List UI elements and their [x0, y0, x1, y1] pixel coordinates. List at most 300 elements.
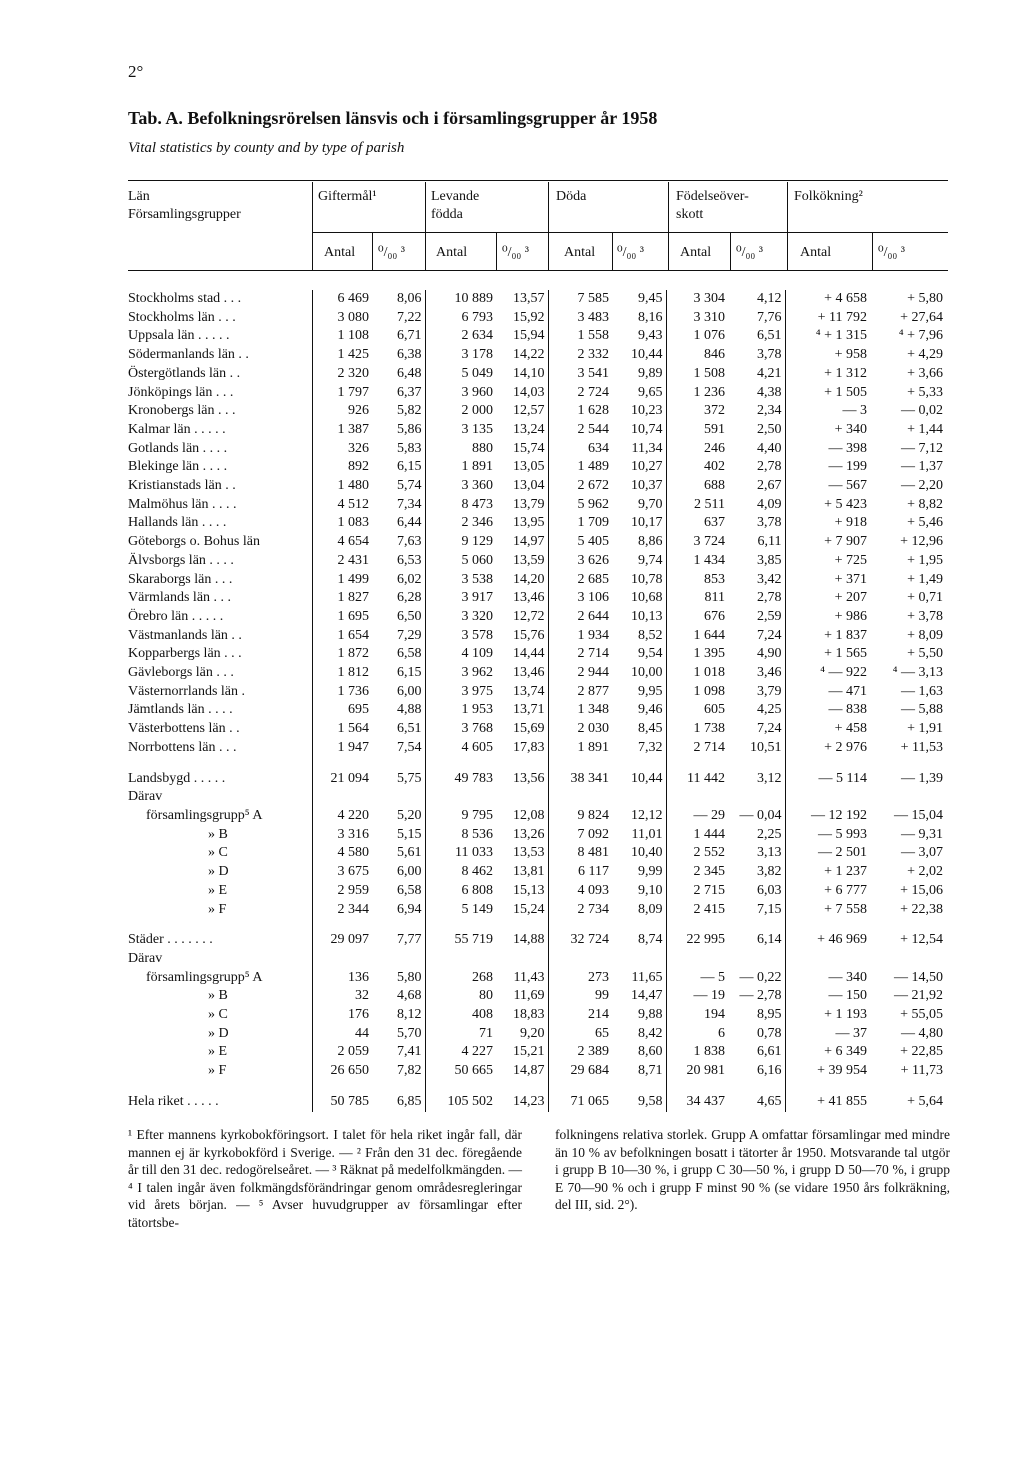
- cell-permille: + 27,64: [900, 309, 943, 325]
- cell-antal: + 918: [785, 514, 870, 533]
- cell-permille: 13,56: [513, 770, 545, 786]
- cell-antal: 4 093: [548, 882, 612, 901]
- cell-antal: 4 220: [312, 807, 372, 826]
- cell-permille: 10,00: [631, 665, 663, 681]
- cell-antal: 3 626: [548, 552, 612, 571]
- cell-permille: 13,46: [513, 665, 545, 681]
- cell-antal: + 1 312: [785, 365, 870, 384]
- cell-antal: 4 605: [425, 739, 496, 758]
- cell-permille: 9,95: [638, 683, 663, 699]
- table-row: [128, 863, 946, 882]
- cell-permille: 14,97: [513, 534, 545, 550]
- cell-permille: + 1,44: [907, 421, 943, 437]
- cell-permille: — 3,07: [901, 845, 943, 861]
- cell-permille: — 0,02: [901, 403, 943, 419]
- cell-permille: ⁴ + 7,96: [898, 328, 943, 344]
- cell-permille: 9,74: [638, 552, 663, 568]
- cell-antal: 3 768: [425, 720, 496, 739]
- cell-permille: 6,58: [397, 882, 422, 898]
- row-label: Därav: [128, 789, 163, 805]
- cell-antal: 853: [666, 571, 728, 590]
- cell-permille: 12,57: [513, 403, 545, 419]
- cell-antal: 32: [312, 987, 372, 1006]
- cell-antal: 3 135: [425, 421, 496, 440]
- row-label: » C: [208, 845, 228, 861]
- cell-antal: 44: [312, 1025, 372, 1044]
- cell-antal: 676: [666, 608, 728, 627]
- cell-permille: 11,69: [513, 988, 545, 1004]
- cell-permille: 6,28: [397, 590, 422, 606]
- row-label: Göteborgs o. Bohus län: [128, 534, 260, 550]
- cell-antal: 1 489: [548, 458, 612, 477]
- cell-permille: 14,88: [513, 932, 545, 948]
- cell-antal: 1 480: [312, 477, 372, 496]
- cell-permille: 7,82: [397, 1063, 422, 1079]
- cell-permille: [870, 788, 946, 807]
- spacer-cell: [496, 919, 548, 931]
- cell-antal: 20 981: [666, 1062, 728, 1081]
- cell-permille: + 22,38: [900, 901, 943, 917]
- table-row: [128, 589, 946, 608]
- cell-antal: 71: [425, 1025, 496, 1044]
- cell-permille: 10,13: [631, 608, 663, 624]
- table-title: Tab. A. Befolkningsrörelsen länsvis och i församlingsgrupper år 1958: [128, 108, 658, 128]
- cell-antal: 8 462: [425, 863, 496, 882]
- table-subtitle: Vital statistics by county and by type of parish: [128, 140, 405, 156]
- col-separator: [668, 182, 669, 270]
- cell-antal: [425, 950, 496, 969]
- cell-antal: + 11 792: [785, 309, 870, 328]
- cell-antal: — 37: [785, 1025, 870, 1044]
- row-label: » B: [208, 988, 228, 1004]
- cell-antal: 3 178: [425, 346, 496, 365]
- cell-permille: 15,94: [513, 328, 545, 344]
- table-row: [128, 969, 946, 988]
- spacer-cell: [785, 1081, 870, 1093]
- cell-permille: 14,44: [513, 646, 545, 662]
- cell-antal: 2 346: [425, 514, 496, 533]
- row-label: Landsbygd . . . . .: [128, 770, 226, 786]
- cell-antal: + 4 658: [785, 290, 870, 309]
- cell-antal: 176: [312, 1006, 372, 1025]
- row-label: » D: [208, 864, 229, 880]
- cell-antal: 1 738: [666, 720, 728, 739]
- cell-antal: 4 109: [425, 645, 496, 664]
- cell-antal: + 725: [785, 552, 870, 571]
- cell-permille: 9,65: [638, 384, 663, 400]
- cell-permille: 2,50: [757, 421, 782, 437]
- cell-permille: 3,12: [757, 770, 782, 786]
- cell-antal: 3 724: [666, 533, 728, 552]
- cell-antal: 22 995: [666, 931, 728, 950]
- row-label: Stockholms län . . .: [128, 309, 236, 325]
- cell-antal: + 986: [785, 608, 870, 627]
- cell-permille: 8,71: [638, 1063, 663, 1079]
- cell-antal: 6 808: [425, 882, 496, 901]
- subheader-permille: ⁰/₀₀ ³: [378, 245, 405, 260]
- cell-permille: 13,71: [513, 702, 545, 718]
- cell-antal: 8 536: [425, 826, 496, 845]
- cell-antal: 1 953: [425, 701, 496, 720]
- cell-permille: 3,42: [757, 571, 782, 587]
- cell-antal: 605: [666, 701, 728, 720]
- cell-permille: 3,82: [757, 864, 782, 880]
- cell-permille: 13,79: [513, 496, 545, 512]
- cell-antal: 3 316: [312, 826, 372, 845]
- cell-permille: + 5,50: [907, 646, 943, 662]
- spacer-cell: [425, 919, 496, 931]
- cell-antal: 1 827: [312, 589, 372, 608]
- cell-permille: — 5,88: [901, 702, 943, 718]
- cell-permille: — 1,39: [901, 770, 943, 786]
- cell-permille: — 0,22: [739, 969, 782, 985]
- cell-antal: 1 838: [666, 1043, 728, 1062]
- cell-antal: — 340: [785, 969, 870, 988]
- cell-antal: 1 434: [666, 552, 728, 571]
- cell-permille: ⁴ — 3,13: [892, 665, 943, 681]
- cell-permille: 2,78: [757, 459, 782, 475]
- table-row: [128, 402, 946, 421]
- cell-permille: — 0,04: [739, 807, 782, 823]
- table-row: [128, 739, 946, 758]
- cell-antal: 1 018: [666, 664, 728, 683]
- cell-permille: 5,70: [397, 1025, 422, 1041]
- cell-permille: 14,87: [513, 1063, 545, 1079]
- cell-antal: 6 117: [548, 863, 612, 882]
- row-label: Skaraborgs län . . .: [128, 571, 233, 587]
- row-label: Kristianstads län . .: [128, 478, 236, 494]
- spacer-cell: [612, 758, 666, 770]
- cell-permille: 2,78: [757, 590, 782, 606]
- table-row: [128, 552, 946, 571]
- cell-antal: 21 094: [312, 770, 372, 789]
- footnotes-left: ¹ Efter mannens kyrkobokföringsort. I talet för hela riket ingår fall, där mannen ej är kyrkobokförd i Sverige. — ² Från den 31 dec. föregående år till den 31 dec. redogörelseåret. — ³ Räknat på medelfolkmängden. — ⁴ I talen ingår även folkmängdsförändringar genom områdesregleringar vid årets början. — ⁵ Avser huvudgrupper av församlingar efter tätortsbe-: [128, 1127, 522, 1230]
- row-label: » D: [208, 1025, 229, 1041]
- cell-antal: 11 442: [666, 770, 728, 789]
- cell-permille: 7,77: [397, 932, 422, 948]
- cell-permille: 9,88: [638, 1007, 663, 1023]
- stub-header-forsamlingsgrupper: Församlingsgrupper: [128, 207, 241, 222]
- row-label: Hela riket . . . . .: [128, 1093, 219, 1109]
- cell-antal: 1 891: [548, 739, 612, 758]
- row-label: Älvsborgs län . . . .: [128, 552, 234, 568]
- cell-permille: 9,99: [638, 864, 663, 880]
- cell-permille: 10,17: [631, 515, 663, 531]
- cell-permille: 7,41: [397, 1044, 422, 1060]
- table-row: [128, 571, 946, 590]
- cell-permille: + 0,71: [907, 590, 943, 606]
- spacer-cell: [666, 1081, 728, 1093]
- cell-antal: + 7 558: [785, 901, 870, 920]
- spacer-row: [128, 1081, 946, 1093]
- cell-antal: 1 508: [666, 365, 728, 384]
- spacer-cell: [312, 1081, 372, 1093]
- cell-antal: 5 049: [425, 365, 496, 384]
- cell-antal: 2 715: [666, 882, 728, 901]
- row-label: Stockholms stad . . .: [128, 291, 242, 306]
- cell-permille: 18,83: [513, 1007, 545, 1023]
- cell-permille: 6,94: [397, 901, 422, 917]
- row-label: Norrbottens län . . .: [128, 739, 237, 755]
- cell-antal: 402: [666, 458, 728, 477]
- table-row: [128, 1043, 946, 1062]
- table-row: [128, 882, 946, 901]
- cell-permille: 5,61: [397, 845, 422, 861]
- row-label: Jämtlands län . . . .: [128, 702, 233, 718]
- cell-permille: 11,65: [631, 969, 663, 985]
- row-label: » F: [208, 1063, 227, 1079]
- cell-antal: + 958: [785, 346, 870, 365]
- cell-permille: 11,01: [631, 826, 663, 842]
- table-row: [128, 807, 946, 826]
- cell-permille: 13,05: [513, 459, 545, 475]
- cell-permille: 14,03: [513, 384, 545, 400]
- cell-antal: 2 030: [548, 720, 612, 739]
- cell-antal: [666, 950, 728, 969]
- cell-antal: 2 724: [548, 384, 612, 403]
- cell-permille: 9,20: [520, 1025, 545, 1041]
- cell-antal: 6 793: [425, 309, 496, 328]
- cell-permille: 10,51: [750, 739, 782, 755]
- cell-antal: 3 310: [666, 309, 728, 328]
- cell-permille: 8,52: [638, 627, 663, 643]
- row-label: Västerbottens län . .: [128, 721, 240, 737]
- spacer-cell: [870, 919, 946, 931]
- subheader-antal: Antal: [564, 245, 596, 260]
- cell-permille: 15,74: [513, 440, 545, 456]
- cell-permille: + 5,64: [907, 1093, 943, 1109]
- cell-antal: 2 000: [425, 402, 496, 421]
- col-separator: [312, 182, 313, 270]
- spacer-cell: [666, 919, 728, 931]
- cell-permille: 4,25: [757, 702, 782, 718]
- subheader-antal: Antal: [680, 245, 712, 260]
- cell-antal: 2 959: [312, 882, 372, 901]
- cell-permille: 6,00: [397, 683, 422, 699]
- col-separator: [548, 182, 549, 270]
- cell-permille: [372, 950, 425, 969]
- col-separator: [612, 233, 613, 270]
- cell-antal: 2 685: [548, 571, 612, 590]
- page-number: 2°: [128, 62, 144, 81]
- table-row: [128, 514, 946, 533]
- cell-permille: 7,63: [397, 534, 422, 550]
- cell-antal: 3 106: [548, 589, 612, 608]
- table-row: [128, 346, 946, 365]
- spacer-cell: [728, 919, 785, 931]
- table-row: [128, 901, 946, 920]
- cell-permille: + 55,05: [900, 1007, 943, 1023]
- row-label: Gävleborgs län . . .: [128, 665, 234, 681]
- spacer-cell: [728, 758, 785, 770]
- cell-antal: 880: [425, 440, 496, 459]
- cell-permille: 6,00: [397, 864, 422, 880]
- cell-antal: 591: [666, 421, 728, 440]
- cell-antal: 8 481: [548, 844, 612, 863]
- cell-antal: + 2 976: [785, 739, 870, 758]
- cell-permille: 8,06: [397, 291, 422, 306]
- cell-antal: 34 437: [666, 1093, 728, 1112]
- cell-antal: [666, 788, 728, 807]
- table-row: [128, 1006, 946, 1025]
- cell-permille: 2,59: [757, 608, 782, 624]
- cell-permille: 8,60: [638, 1044, 663, 1060]
- spacer-cell: [312, 758, 372, 770]
- table-row: [128, 770, 946, 789]
- cell-antal: 2 332: [548, 346, 612, 365]
- row-label: » F: [208, 901, 227, 917]
- cell-permille: [870, 950, 946, 969]
- table-row: [128, 440, 946, 459]
- table-row: [128, 496, 946, 515]
- cell-permille: 8,12: [397, 1007, 422, 1023]
- cell-antal: — 5 114: [785, 770, 870, 789]
- table-row: [128, 987, 946, 1006]
- cell-antal: 1 108: [312, 327, 372, 346]
- cell-antal: 1 947: [312, 739, 372, 758]
- cell-permille: + 22,85: [900, 1044, 943, 1060]
- cell-antal: 1 709: [548, 514, 612, 533]
- cell-permille: 6,02: [397, 571, 422, 587]
- col-separator: [730, 233, 731, 270]
- cell-antal: — 150: [785, 987, 870, 1006]
- cell-permille: 6,37: [397, 384, 422, 400]
- cell-antal: 3 541: [548, 365, 612, 384]
- cell-antal: 3 917: [425, 589, 496, 608]
- cell-antal: 1 083: [312, 514, 372, 533]
- cell-permille: + 1,91: [907, 721, 943, 737]
- cell-permille: 4,88: [397, 702, 422, 718]
- spacer-cell: [548, 1081, 612, 1093]
- header-giftermal: Giftermål¹: [318, 189, 377, 204]
- cell-permille: [372, 788, 425, 807]
- cell-permille: — 2,78: [739, 988, 782, 1004]
- cell-permille: — 7,12: [901, 440, 943, 456]
- cell-antal: 2 431: [312, 552, 372, 571]
- cell-antal: 1 098: [666, 683, 728, 702]
- cell-permille: 6,48: [397, 365, 422, 381]
- cell-antal: — 398: [785, 440, 870, 459]
- spacer-cell: [372, 758, 425, 770]
- cell-permille: + 11,73: [900, 1063, 943, 1079]
- table-row: [128, 1025, 946, 1044]
- cell-antal: 3 578: [425, 627, 496, 646]
- cell-permille: 6,71: [397, 328, 422, 344]
- cell-antal: 2 415: [666, 901, 728, 920]
- cell-permille: 8,86: [638, 534, 663, 550]
- cell-permille: 6,16: [757, 1063, 782, 1079]
- cell-permille: 11,43: [513, 969, 545, 985]
- cell-antal: 1 812: [312, 664, 372, 683]
- statistics-table: [128, 290, 946, 1112]
- cell-antal: [785, 788, 870, 807]
- cell-permille: 9,43: [638, 328, 663, 344]
- cell-antal: 3 483: [548, 309, 612, 328]
- cell-permille: [612, 950, 666, 969]
- cell-permille: 4,65: [757, 1093, 782, 1109]
- spacer-cell: [870, 758, 946, 770]
- cell-permille: 6,15: [397, 665, 422, 681]
- spacer-cell: [128, 1081, 312, 1093]
- cell-permille: 13,26: [513, 826, 545, 842]
- cell-antal: 273: [548, 969, 612, 988]
- header-doda: Döda: [556, 189, 587, 204]
- cell-antal: + 46 969: [785, 931, 870, 950]
- cell-permille: + 2,02: [907, 864, 943, 880]
- cell-antal: 49 783: [425, 770, 496, 789]
- cell-permille: 5,83: [397, 440, 422, 456]
- cell-antal: [312, 788, 372, 807]
- cell-permille: + 3,66: [907, 365, 943, 381]
- cell-permille: 15,21: [513, 1044, 545, 1060]
- header-levande-line1: Levande: [431, 189, 480, 204]
- table-row: [128, 844, 946, 863]
- cell-antal: 50 785: [312, 1093, 372, 1112]
- cell-permille: 3,78: [757, 347, 782, 363]
- cell-antal: [425, 788, 496, 807]
- cell-antal: 1 564: [312, 720, 372, 739]
- cell-permille: — 21,92: [894, 988, 943, 1004]
- cell-antal: 1 348: [548, 701, 612, 720]
- cell-antal: 3 538: [425, 571, 496, 590]
- cell-permille: 12,12: [631, 807, 663, 823]
- cell-permille: + 11,53: [900, 739, 943, 755]
- cell-permille: 8,74: [638, 932, 663, 948]
- cell-permille: 2,67: [757, 478, 782, 494]
- cell-antal: 2 544: [548, 421, 612, 440]
- cell-permille: — 1,37: [901, 459, 943, 475]
- cell-antal: — 2 501: [785, 844, 870, 863]
- cell-permille: 2,34: [757, 403, 782, 419]
- cell-permille: [496, 950, 548, 969]
- cell-antal: 5 962: [548, 496, 612, 515]
- col-separator: [425, 182, 426, 270]
- table-row: [128, 701, 946, 720]
- cell-antal: 1 695: [312, 608, 372, 627]
- row-label: församlingsgrupp⁵ A: [146, 807, 263, 823]
- spacer-cell: [425, 758, 496, 770]
- spacer-cell: [612, 919, 666, 931]
- cell-permille: 8,95: [757, 1007, 782, 1023]
- spacer-cell: [785, 758, 870, 770]
- cell-permille: [728, 950, 785, 969]
- cell-permille: — 14,50: [894, 969, 943, 985]
- cell-antal: 3 080: [312, 309, 372, 328]
- subheader-permille: ⁰/₀₀ ³: [878, 245, 905, 260]
- cell-antal: 7 092: [548, 826, 612, 845]
- cell-antal: 4 580: [312, 844, 372, 863]
- cell-antal: 1 736: [312, 683, 372, 702]
- cell-permille: — 1,63: [901, 683, 943, 699]
- col-separator: [496, 233, 497, 270]
- spacer-cell: [425, 1081, 496, 1093]
- cell-antal: 4 227: [425, 1043, 496, 1062]
- cell-permille: 9,70: [638, 496, 663, 512]
- cell-antal: ⁴ + 1 315: [785, 327, 870, 346]
- cell-permille: 13,53: [513, 845, 545, 861]
- cell-permille: 14,23: [513, 1093, 545, 1109]
- spacer-cell: [128, 758, 312, 770]
- spacer-cell: [128, 919, 312, 931]
- cell-permille: 4,38: [757, 384, 782, 400]
- spacer-cell: [666, 758, 728, 770]
- cell-permille: 11,34: [631, 440, 663, 456]
- table-row: [128, 720, 946, 739]
- table-row: [128, 533, 946, 552]
- cell-permille: 13,59: [513, 552, 545, 568]
- cell-permille: 5,74: [397, 478, 422, 494]
- cell-antal: + 6 349: [785, 1043, 870, 1062]
